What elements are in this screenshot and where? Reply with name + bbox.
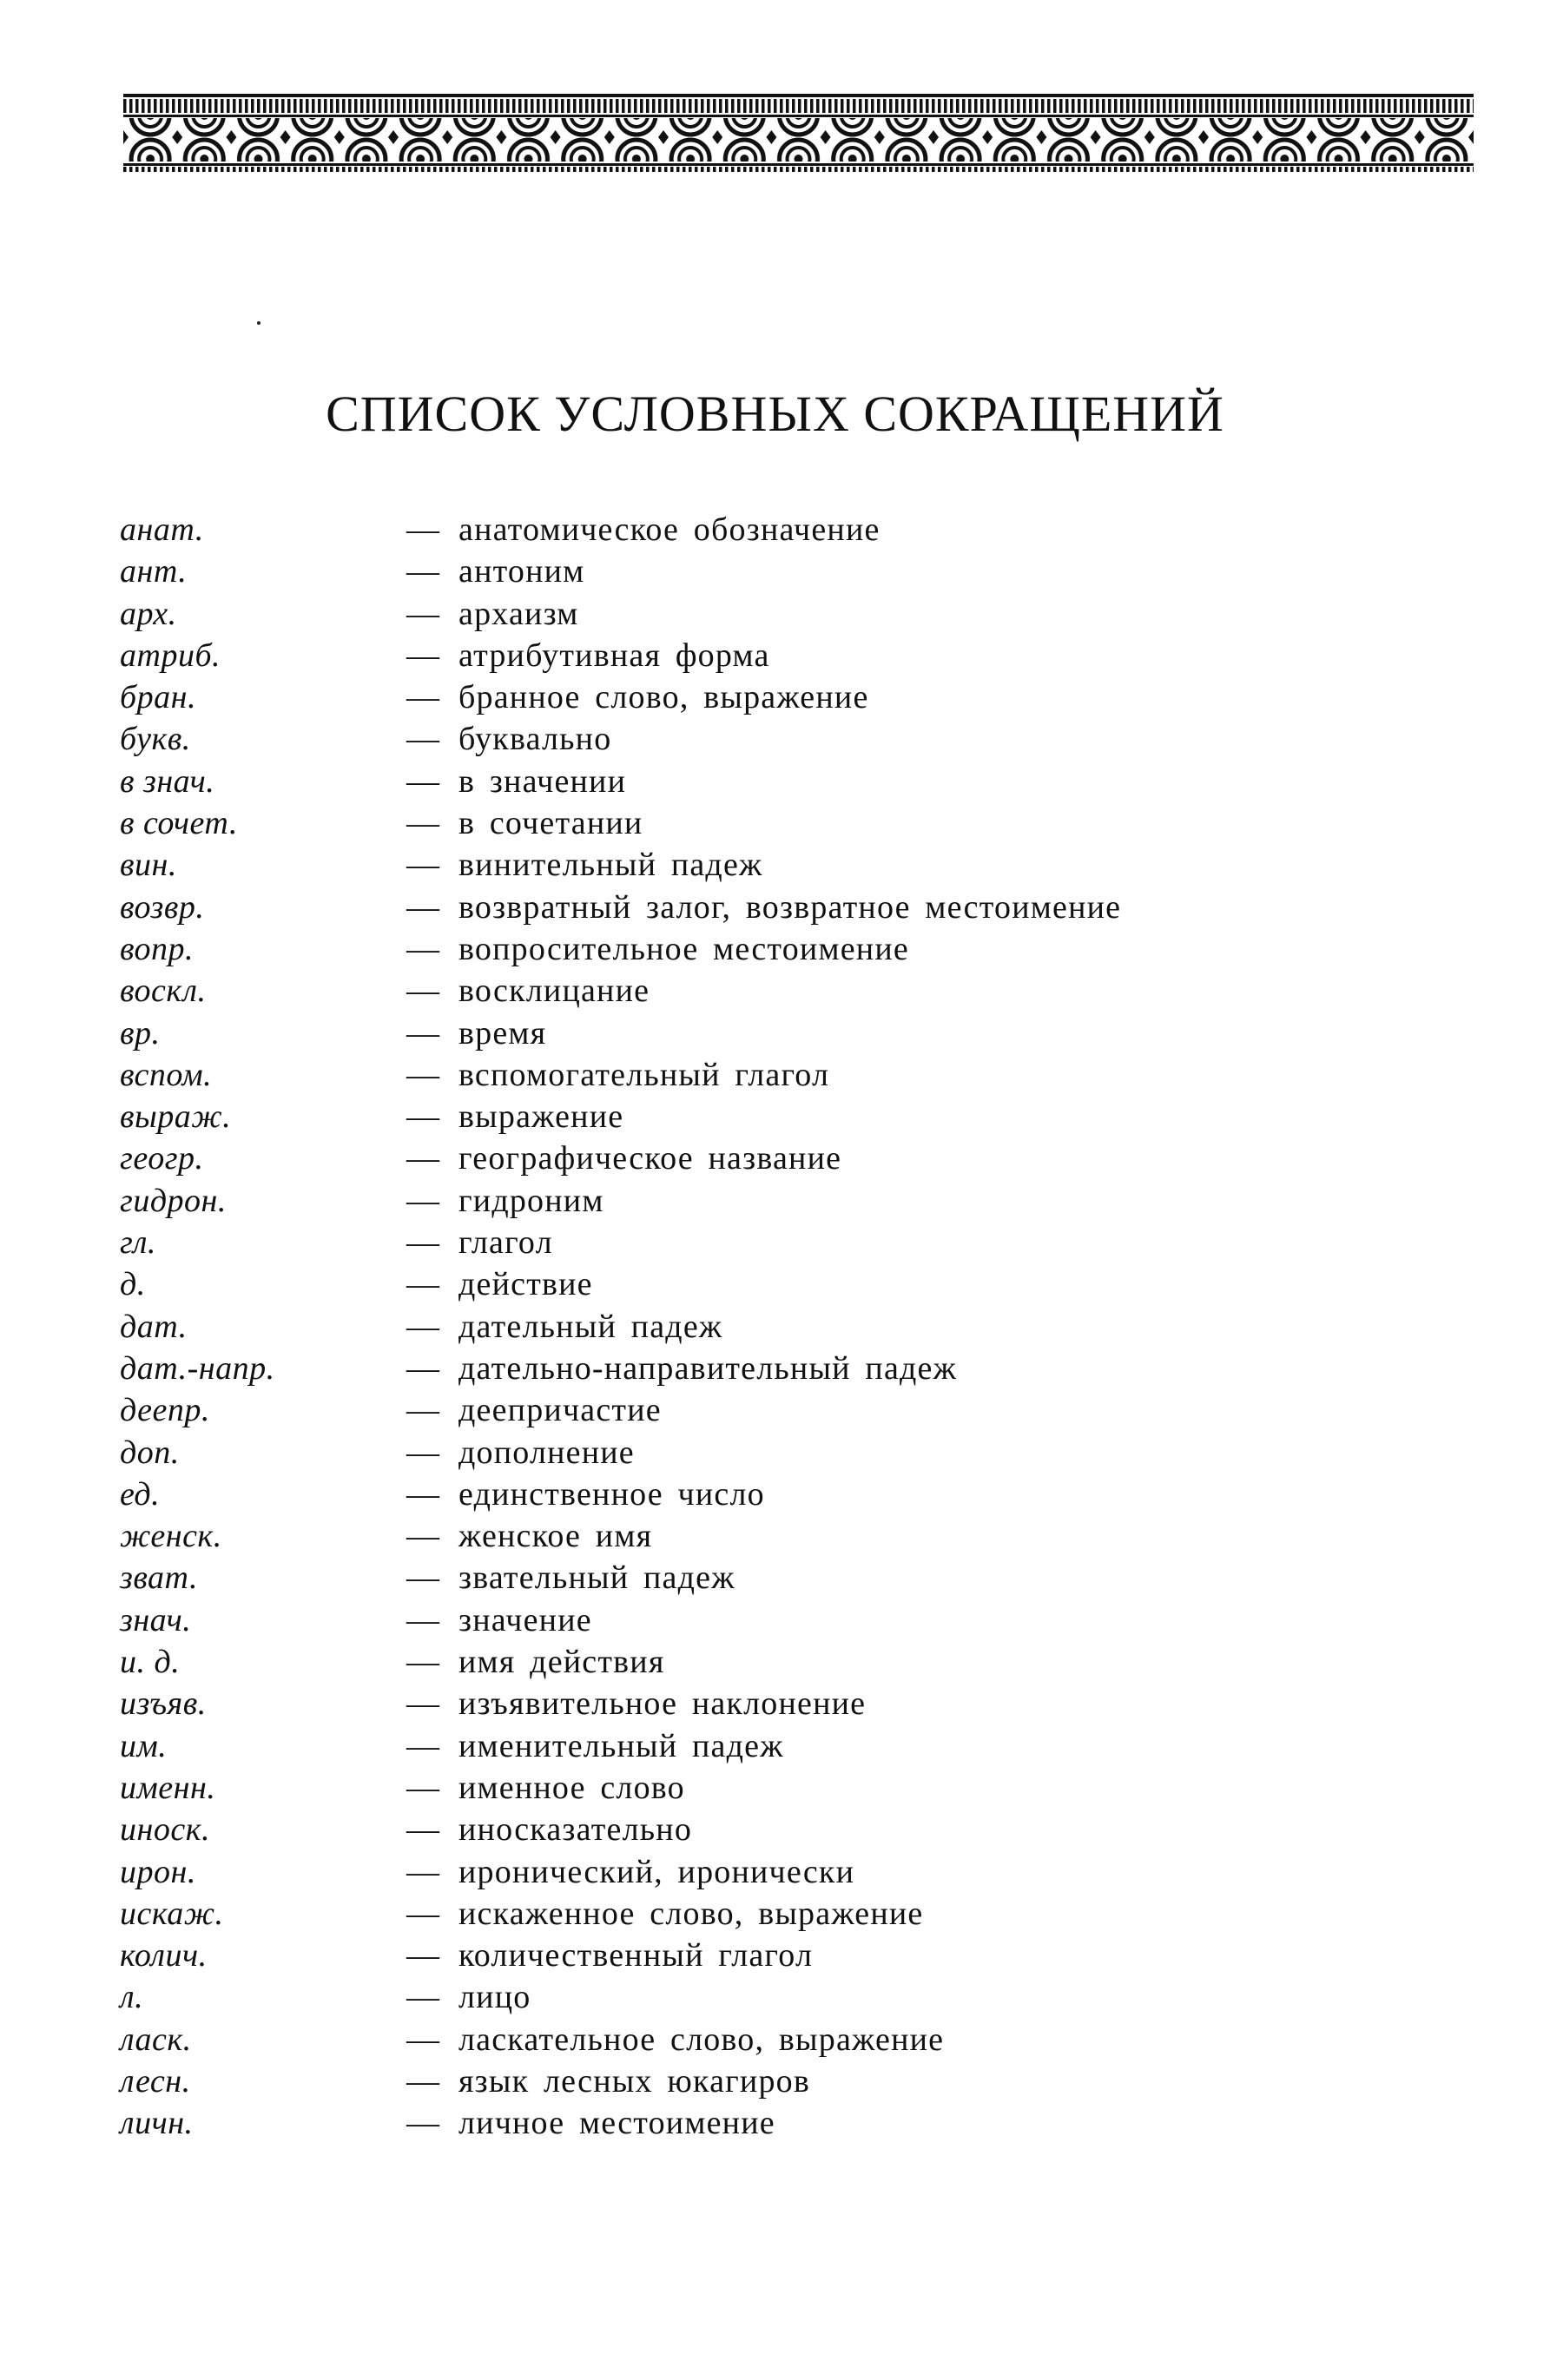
- abbreviation: именн.: [120, 1769, 216, 1806]
- abbreviation: воскл.: [120, 972, 207, 1010]
- dash-separator: —: [406, 1266, 439, 1303]
- list-item: [120, 1599, 1474, 1641]
- definition: винительный падеж: [458, 847, 763, 884]
- abbreviation: дат.: [120, 1308, 188, 1345]
- definition: бранное слово, выражение: [458, 679, 869, 716]
- definition: глагол: [458, 1224, 553, 1262]
- dash-separator: —: [406, 1014, 439, 1052]
- definition: язык лесных юкагиров: [458, 2062, 810, 2100]
- dash-separator: —: [406, 595, 439, 632]
- dash-separator: —: [406, 1601, 439, 1638]
- abbreviation-list: [120, 509, 1474, 2145]
- definition: географическое название: [458, 1140, 842, 1177]
- dash-separator: —: [406, 1182, 439, 1219]
- dash-separator: —: [406, 1308, 439, 1345]
- dash-separator: —: [406, 1392, 439, 1429]
- abbreviation: ед.: [120, 1475, 161, 1513]
- dash-separator: —: [406, 1224, 439, 1262]
- list-item: [120, 1389, 1474, 1431]
- abbreviation: деепр.: [120, 1392, 210, 1429]
- list-item: [120, 970, 1474, 1012]
- dash-separator: —: [406, 762, 439, 800]
- dash-separator: —: [406, 1140, 439, 1177]
- list-item: [120, 802, 1474, 844]
- definition: деепричастие: [458, 1392, 662, 1429]
- list-item: [120, 1893, 1474, 1935]
- list-item: [120, 887, 1474, 928]
- dash-separator: —: [406, 1434, 439, 1471]
- list-item: [120, 2060, 1474, 2102]
- abbreviation: знач.: [120, 1601, 192, 1638]
- definition: именительный падеж: [458, 1727, 784, 1764]
- list-item: [120, 1683, 1474, 1724]
- dash-separator: —: [406, 930, 439, 967]
- definition: архаизм: [458, 595, 579, 632]
- abbreviation: лесн.: [120, 2062, 191, 2100]
- abbreviation: вспом.: [120, 1056, 213, 1093]
- list-item: [120, 509, 1474, 550]
- abbreviation: ласк.: [120, 2021, 192, 2058]
- dash-separator: —: [406, 1937, 439, 1975]
- list-item: [120, 1515, 1474, 1557]
- decorative-border-icon: [123, 94, 1474, 172]
- dash-separator: —: [406, 2062, 439, 2100]
- abbreviation: выраж.: [120, 1098, 232, 1136]
- definition: личное местоимение: [458, 2105, 775, 2142]
- list-item: [120, 1976, 1474, 2018]
- abbreviation: геогр.: [120, 1140, 204, 1177]
- definition: звательный падеж: [458, 1559, 735, 1597]
- abbreviation: вр.: [120, 1014, 161, 1052]
- definition: иносказательно: [458, 1811, 693, 1849]
- list-item: [120, 1180, 1474, 1222]
- dash-separator: —: [406, 1853, 439, 1890]
- dash-separator: —: [406, 2021, 439, 2058]
- abbreviation: ирон.: [120, 1853, 196, 1890]
- definition: изъявительное наклонение: [458, 1685, 867, 1723]
- dash-separator: —: [406, 1644, 439, 1681]
- abbreviation: л.: [120, 1979, 144, 2016]
- dash-separator: —: [406, 679, 439, 716]
- definition: дательный падеж: [458, 1308, 723, 1345]
- abbreviation: вин.: [120, 847, 177, 884]
- definition: значение: [458, 1601, 592, 1638]
- abbreviation: изъяв.: [120, 1685, 207, 1723]
- list-item: [120, 1767, 1474, 1809]
- list-item: [120, 550, 1474, 592]
- list-item: [120, 718, 1474, 760]
- abbreviation: им.: [120, 1727, 168, 1764]
- definition: количественный глагол: [458, 1937, 814, 1975]
- abbreviation: ант.: [120, 553, 188, 590]
- abbreviation: женск.: [120, 1518, 222, 1555]
- list-item: [120, 1935, 1474, 1976]
- abbreviation: в сочет.: [120, 805, 238, 842]
- list-item: [120, 1641, 1474, 1683]
- dash-separator: —: [406, 1349, 439, 1387]
- dash-separator: —: [406, 1518, 439, 1555]
- list-item: [120, 1222, 1474, 1263]
- abbreviation: дат.-напр.: [120, 1349, 275, 1387]
- list-item: [120, 635, 1474, 676]
- dash-separator: —: [406, 553, 439, 590]
- dash-separator: —: [406, 721, 439, 758]
- dash-separator: —: [406, 888, 439, 926]
- abbreviation: атриб.: [120, 636, 221, 674]
- list-item: [120, 1306, 1474, 1348]
- dash-separator: —: [406, 2105, 439, 2142]
- abbreviation: личн.: [120, 2105, 194, 2142]
- list-item: [120, 1557, 1474, 1599]
- definition: атрибутивная форма: [458, 636, 770, 674]
- definition: гидроним: [458, 1182, 604, 1219]
- list-item: [120, 1432, 1474, 1473]
- definition: антоним: [458, 553, 585, 590]
- definition: в значении: [458, 762, 627, 800]
- abbreviation: бран.: [120, 679, 196, 716]
- list-item: [120, 1137, 1474, 1179]
- definition: буквально: [458, 721, 612, 758]
- definition: именное слово: [458, 1769, 685, 1806]
- dash-separator: —: [406, 1685, 439, 1723]
- definition: дательно-направительный падеж: [458, 1349, 958, 1387]
- abbreviation: возвр.: [120, 888, 205, 926]
- list-item: [120, 2102, 1474, 2144]
- dash-separator: —: [406, 1727, 439, 1764]
- abbreviation: гл.: [120, 1224, 156, 1262]
- abbreviation: и. д.: [120, 1644, 181, 1681]
- dash-separator: —: [406, 1056, 439, 1093]
- dash-separator: —: [406, 511, 439, 548]
- dash-separator: —: [406, 1769, 439, 1806]
- definition: восклицание: [458, 972, 650, 1010]
- definition: в сочетании: [458, 805, 643, 842]
- dash-separator: —: [406, 972, 439, 1010]
- definition: лицо: [458, 1979, 531, 2016]
- definition: иронический, иронически: [458, 1853, 855, 1890]
- abbreviation: арх.: [120, 595, 177, 632]
- dash-separator: —: [406, 1098, 439, 1136]
- list-item: [120, 1263, 1474, 1305]
- list-item: [120, 676, 1474, 718]
- stray-dot: [257, 321, 261, 325]
- list-item: [120, 2019, 1474, 2060]
- definition: ласкательное слово, выражение: [458, 2021, 945, 2058]
- definition: выражение: [458, 1098, 624, 1136]
- list-item: [120, 844, 1474, 886]
- abbreviation: д.: [120, 1266, 146, 1303]
- definition: возвратный залог, возвратное местоимение: [458, 888, 1122, 926]
- list-item: [120, 1725, 1474, 1767]
- list-item: [120, 1473, 1474, 1515]
- abbreviation: иноск.: [120, 1811, 210, 1849]
- abbreviation: вопр.: [120, 930, 194, 967]
- definition: вспомогательный глагол: [458, 1056, 830, 1093]
- list-item: [120, 1054, 1474, 1096]
- abbreviation: гидрон.: [120, 1182, 227, 1219]
- list-item: [120, 1851, 1474, 1893]
- dash-separator: —: [406, 805, 439, 842]
- dash-separator: —: [406, 1559, 439, 1597]
- abbreviation: букв.: [120, 721, 191, 758]
- list-item: [120, 1096, 1474, 1137]
- abbreviation: доп.: [120, 1434, 180, 1471]
- dash-separator: —: [406, 847, 439, 884]
- page-title: СПИСОК УСЛОВНЫХ СОКРАЩЕНИЙ: [326, 386, 1224, 442]
- abbreviation: зват.: [120, 1559, 198, 1597]
- definition: действие: [458, 1266, 593, 1303]
- dash-separator: —: [406, 1811, 439, 1849]
- list-item: [120, 1348, 1474, 1389]
- dash-separator: —: [406, 636, 439, 674]
- abbreviation: колич.: [120, 1937, 208, 1975]
- definition: дополнение: [458, 1434, 635, 1471]
- definition: искаженное слово, выражение: [458, 1895, 924, 1932]
- definition: имя действия: [458, 1644, 665, 1681]
- definition: женское имя: [458, 1518, 653, 1555]
- list-item: [120, 1809, 1474, 1850]
- list-item: [120, 761, 1474, 802]
- abbreviation: искаж.: [120, 1895, 224, 1932]
- definition: время: [458, 1014, 547, 1052]
- list-item: [120, 928, 1474, 970]
- dash-separator: —: [406, 1895, 439, 1932]
- dash-separator: —: [406, 1475, 439, 1513]
- abbreviation: в знач.: [120, 762, 215, 800]
- abbreviation: анат.: [120, 511, 204, 548]
- definition: вопросительное местоимение: [458, 930, 909, 967]
- definition: единственное число: [458, 1475, 765, 1513]
- list-item: [120, 1012, 1474, 1054]
- list-item: [120, 593, 1474, 635]
- dash-separator: —: [406, 1979, 439, 2016]
- definition: анатомическое обозначение: [458, 511, 881, 548]
